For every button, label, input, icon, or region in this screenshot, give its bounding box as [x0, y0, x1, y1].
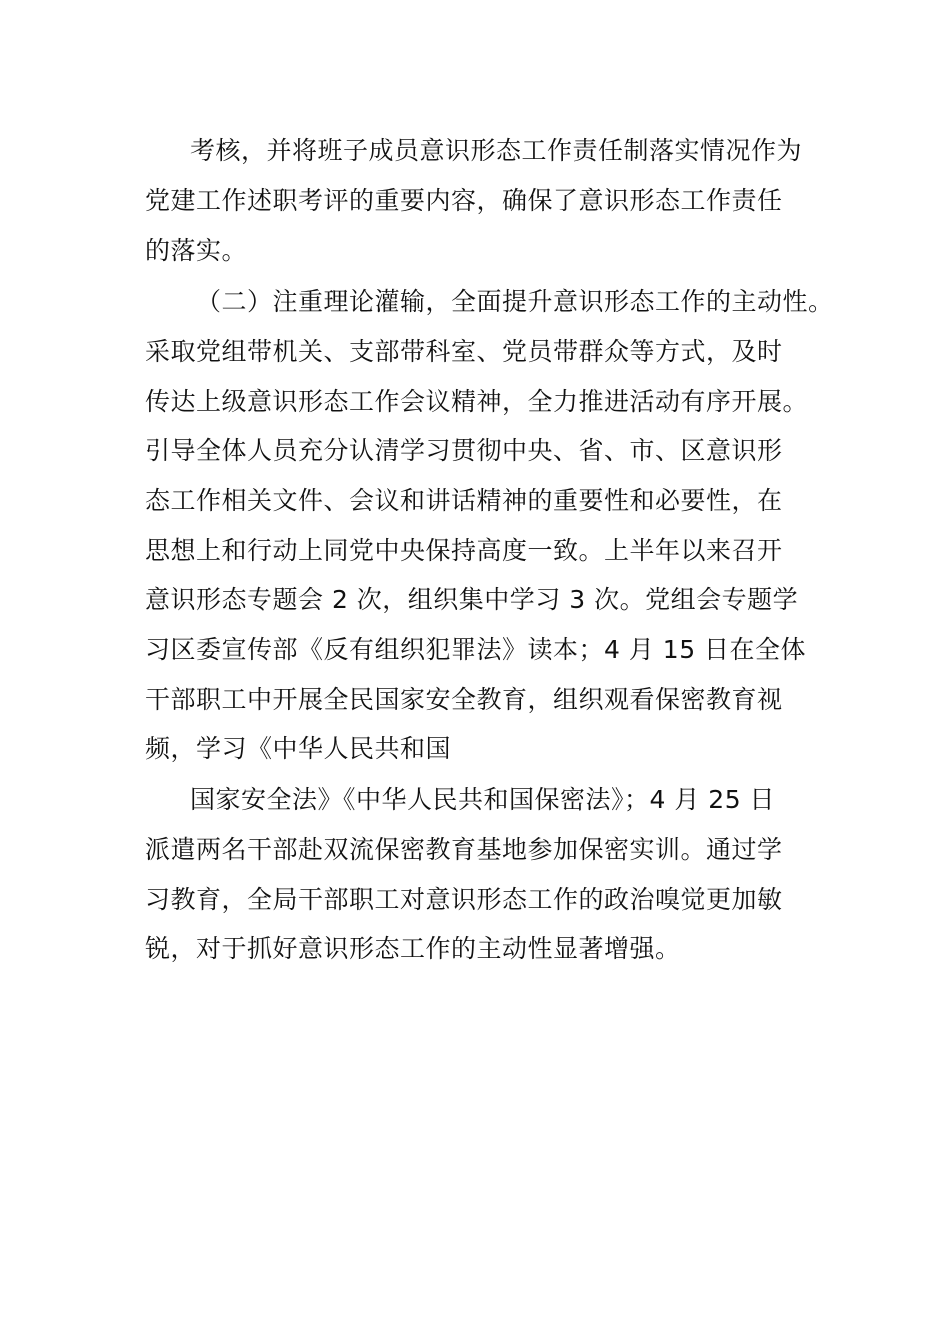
text-line-3: 的落实。 — [145, 236, 248, 265]
text-line-1: 考核，并将班子成员意识形态工作责任制落实情况作为 — [190, 136, 803, 165]
text-line-13: 频，学习《中华人民共和国 — [145, 734, 452, 763]
text-line-6: 传达上级意识形态工作会议精神，全力推进活动有序开展。 — [145, 387, 809, 416]
section-heading: （二）注重理论灌输，全面提升意识形态工作的主动性。 — [196, 287, 834, 316]
text-line-5: 采取党组带机关、支部带科室、党员带群众等方式，及时 — [145, 337, 783, 366]
text-line-7: 引导全体人员充分认清学习贯彻中央、省、市、区意识形 — [145, 436, 783, 465]
text-line-11: 习区委宣传部《反有组织犯罪法》读本；4 月 15 日在全体 — [145, 635, 807, 664]
text-line-16: 习教育，全局干部职工对意识形态工作的政治嗅觉更加敏 — [145, 885, 783, 914]
text-line-2: 党建工作述职考评的重要内容，确保了意识形态工作责任 — [145, 186, 783, 215]
text-line-8: 态工作相关文件、会议和讲话精神的重要性和必要性，在 — [145, 486, 783, 515]
text-line-12: 干部职工中开展全民国家安全教育，组织观看保密教育视 — [145, 685, 783, 714]
text-line-17: 锐，对于抓好意识形态工作的主动性显著增强。 — [145, 934, 681, 963]
text-line-10: 意识形态专题会 2 次，组织集中学习 3 次。党组会专题学 — [145, 585, 799, 614]
text-line-9: 思想上和行动上同党中央保持高度一致。上半年以来召开 — [145, 536, 783, 565]
text-line-14: 国家安全法》《中华人民共和国保密法》；4 月 25 日 — [190, 785, 776, 814]
text-line-15: 派遣两名干部赴双流保密教育基地参加保密实训。通过学 — [145, 835, 783, 864]
